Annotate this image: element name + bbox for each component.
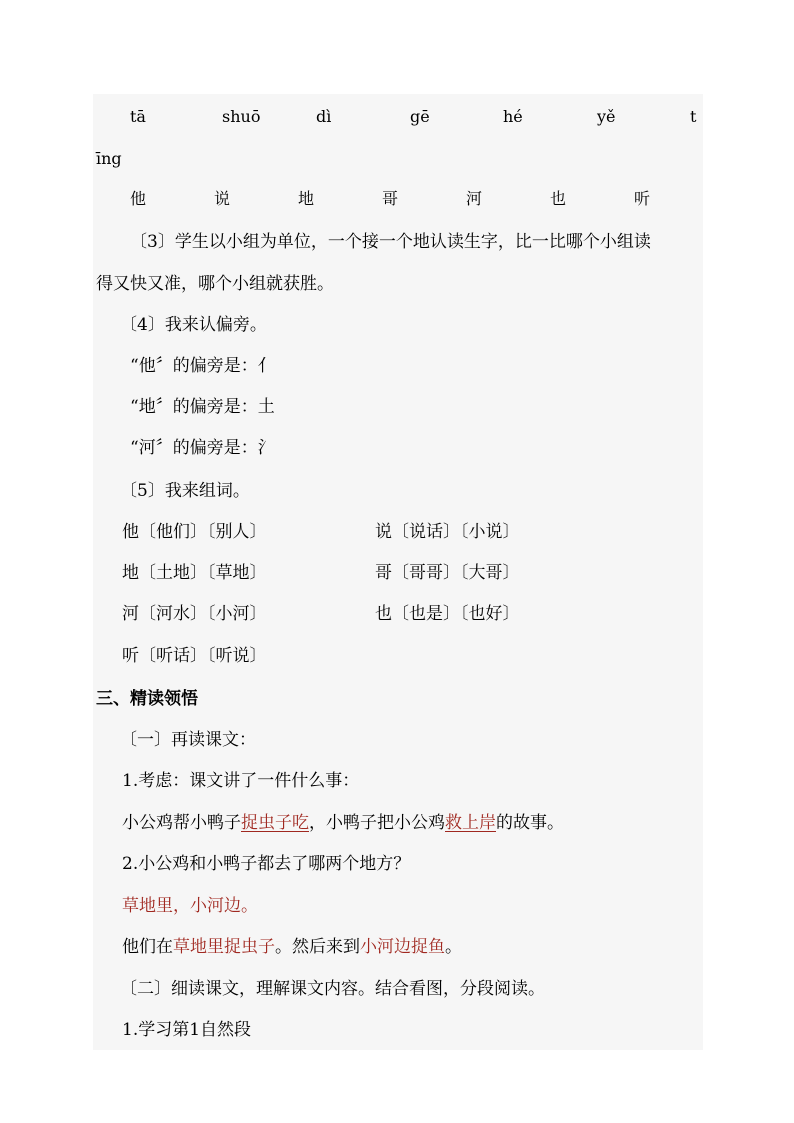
question-2: 2.小公鸡和小鸭子都去了哪两个地方？ [122,854,411,874]
answer-1-text-a: 小公鸡帮小鸭子 [122,813,241,833]
pinyin-ge: gē [410,107,430,126]
pinyin-ye: yě [597,107,616,126]
pinyin-ting-part2: īng [96,149,122,168]
word-group-shuo: 说〔说话〕〔小说〕 [375,522,520,542]
word-group-ting: 听〔听话〕〔听说〕 [122,646,267,666]
step5-title: 〔5〕我来组词。 [120,481,250,501]
answer-3 [122,937,462,957]
hanzi-ta: 他 [130,189,147,208]
hanzi-ye: 也 [550,189,567,208]
subsection-reread: 〔一〕再读课文： [120,730,256,750]
pinyin-di: dì [316,107,332,126]
hanzi-ting: 听 [634,189,651,208]
pinyin-ta: tā [130,107,146,126]
answer-2: 草地里，小河边。 [122,896,258,916]
answer-1-highlight-save-ashore: 救上岸 [445,813,496,833]
pinyin-shuo: shuō [222,107,261,126]
answer-1-text-b: ，小鸭子把小公鸡 [309,813,445,833]
hanzi-di: 地 [298,189,315,208]
word-group-di: 地〔土地〕〔草地〕 [122,563,267,583]
hanzi-ge: 哥 [382,189,399,208]
answer-1-text-c: 的故事。 [496,813,564,833]
word-group-ge: 哥〔哥哥〕〔大哥〕 [375,563,520,583]
pinyin-he: hé [503,107,523,126]
answer-3-highlight-river: 小河边捉鱼 [360,937,445,957]
section-heading: 三、精读领悟 [96,689,198,709]
radical-item-di: “地〞的偏旁是：土 [130,397,275,417]
word-group-ye: 也〔也是〕〔也好〕 [375,604,520,624]
hanzi-he: 河 [466,189,483,208]
answer-1 [122,813,564,833]
answer-3-highlight-grass: 草地里捉虫子 [173,937,275,957]
radical-item-ta: “他〞的偏旁是：亻 [130,356,275,376]
answer-3-text-b: 。然后来到 [275,937,360,957]
answer-3-text-c: 。 [445,937,462,957]
step3-line1: 〔3〕学生以小组为单位，一个接一个地认读生字，比一比哪个小组读 [130,232,651,252]
answer-3-text-a: 他们在 [122,937,173,957]
radical-item-he: “河〞的偏旁是：氵 [130,438,275,458]
pinyin-ting-part1: t [690,107,697,126]
word-group-he: 河〔河水〕〔小河〕 [122,604,267,624]
question-1: 1.考虑：课文讲了一件什么事： [122,771,360,791]
hanzi-shuo: 说 [214,189,231,208]
question-3: 1.学习第1自然段 [122,1020,252,1040]
answer-1-highlight-catch-bugs: 捉虫子吃 [241,813,309,833]
step4-title: 〔4〕我来认偏旁。 [120,315,267,335]
step3-line2: 得又快又准，哪个小组就获胜。 [96,274,334,294]
subsection-close-read: 〔二〕细读课文，理解课文内容。结合看图，分段阅读。 [120,979,545,999]
word-group-ta: 他〔他们〕〔别人〕 [122,522,267,542]
